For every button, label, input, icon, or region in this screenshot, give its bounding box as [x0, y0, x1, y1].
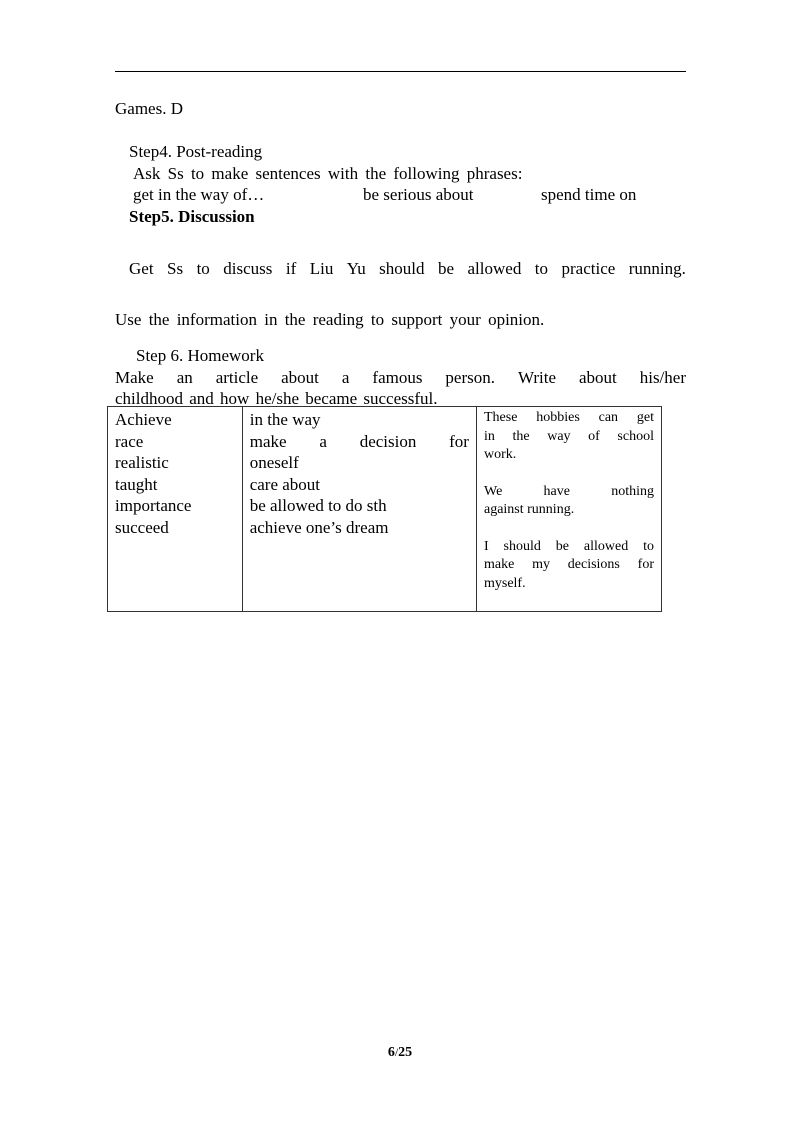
step5-heading: Step5. Discussion [129, 207, 255, 226]
page-number: 6/25 [387, 1045, 413, 1060]
phrase-item: in the way [249, 410, 321, 429]
phrase-item: care about [249, 474, 321, 494]
word-item: realistic [115, 453, 169, 473]
sentences-cell [476, 407, 661, 612]
phrase-item: oneself [249, 453, 299, 473]
phrase-item: make a decision for [249, 431, 469, 451]
step6-homework-line: Make an article about a famous person. Write about his/her [115, 368, 686, 387]
step4-heading: Step4. Post-reading [129, 142, 263, 161]
phrases-cell [242, 407, 476, 612]
word-item: Achieve [115, 410, 172, 429]
phrase-spend-time-on: spend time on [541, 185, 637, 204]
vocabulary-table [107, 406, 662, 612]
games-answer-line: Games. D [115, 99, 183, 118]
phrase-item: be allowed to do sth [249, 496, 387, 516]
words-cell [108, 407, 243, 612]
word-item: succeed [115, 517, 169, 537]
step6-homework-line2: childhood and how he/she became successful. [115, 389, 438, 408]
table-row [108, 407, 662, 612]
phrase-item: achieve one’s dream [249, 517, 389, 537]
step5-support-line: Use the information in the reading to support your opinion. [115, 310, 545, 329]
step6-heading: Step 6. Homework [136, 346, 264, 365]
phrase-get-in-the-way: get in the way of… [133, 185, 265, 204]
step5-discussion-line: Get Ss to discuss if Liu Yu should be allowed to practice running. [129, 259, 686, 278]
sentence-item: I should be allowed to make my decisions for myself. [483, 538, 654, 591]
word-item: race [115, 431, 144, 451]
sentence-item: We have nothing against running. [483, 483, 654, 517]
step4-instruction: Ask Ss to make sentences with the following phrases: [133, 164, 523, 183]
header-rule [115, 71, 686, 72]
word-item: importance [115, 496, 192, 516]
phrase-be-serious-about: be serious about [363, 185, 474, 204]
sentence-item: These hobbies can get in the way of school work. [483, 410, 654, 462]
word-item: taught [115, 474, 158, 494]
